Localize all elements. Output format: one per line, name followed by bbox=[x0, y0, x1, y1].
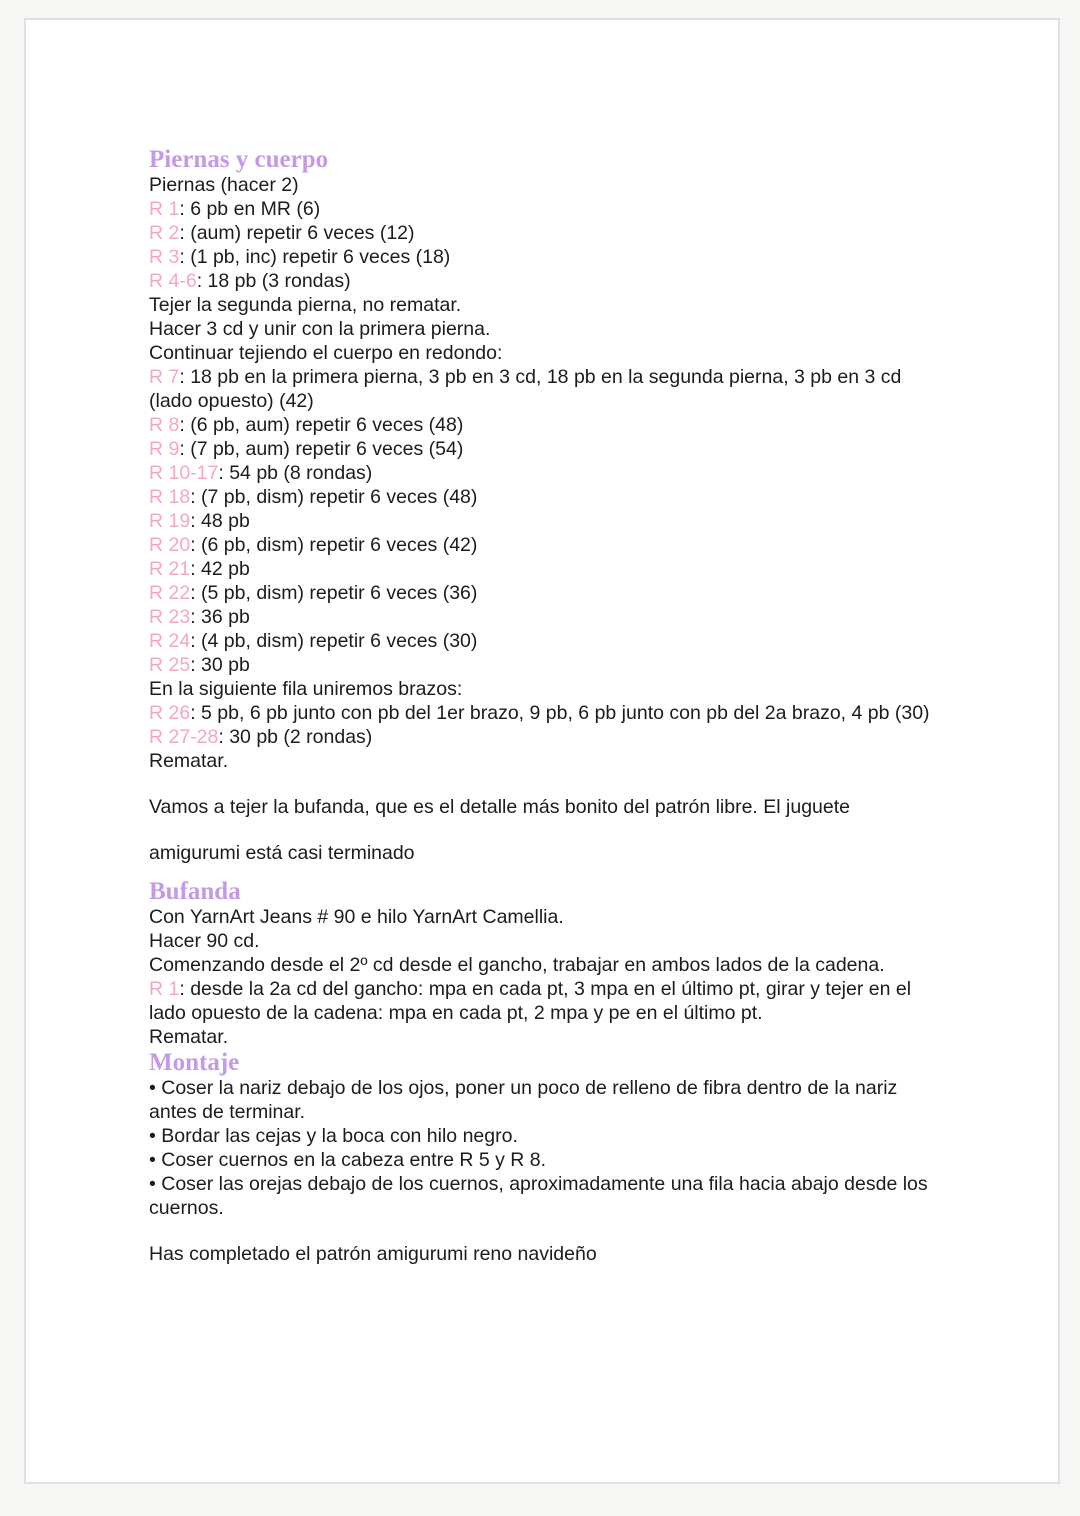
assembly-heading: Montaje bbox=[149, 1049, 240, 1076]
row-text: : 6 pb en MR (6) bbox=[179, 198, 321, 220]
note-line: En la siguiente fila uniremos brazos: bbox=[149, 678, 463, 700]
row-instruction bbox=[149, 977, 949, 1025]
row-label: R 2 bbox=[149, 222, 180, 244]
row-text: : 54 pb (8 rondas) bbox=[218, 462, 373, 484]
row-label: R 23 bbox=[149, 606, 191, 628]
row-label: R 3 bbox=[149, 246, 180, 268]
row-instruction bbox=[149, 221, 949, 245]
row-label: R 9 bbox=[149, 438, 180, 460]
row-instruction bbox=[149, 413, 949, 437]
row-label: R 19 bbox=[149, 510, 191, 532]
row-label: R 8 bbox=[149, 414, 180, 436]
row-text: : (aum) repetir 6 veces (12) bbox=[179, 222, 415, 244]
row-text: : 42 pb bbox=[190, 558, 250, 580]
row-label: R 1 bbox=[149, 198, 180, 220]
row-label: R 18 bbox=[149, 486, 191, 508]
note-line: Tejer la segunda pierna, no rematar. bbox=[149, 294, 462, 316]
row-instruction bbox=[149, 557, 949, 581]
row-label: R 1 bbox=[149, 978, 180, 1000]
row-label: R 20 bbox=[149, 534, 191, 556]
row-instruction bbox=[149, 725, 949, 749]
scarf-heading: Bufanda bbox=[149, 878, 241, 905]
finish-line: Rematar. bbox=[149, 750, 229, 772]
row-text: : desde la 2a cd del gancho: mpa en cada pt, 3 mpa en el último pt, girar y tejer en el lado opuesto de la cadena: mpa en cada pt, 2 mpa y pe en el último pt. bbox=[149, 978, 912, 1024]
closing-line: Has completado el patrón amigurumi reno navideño bbox=[149, 1243, 597, 1265]
row-instruction bbox=[149, 461, 949, 485]
row-text: : 5 pb, 6 pb junto con pb del 1er brazo, 9 pb, 6 pb junto con pb del 2a brazo, 4 pb (30) bbox=[190, 702, 930, 724]
assembly-bullet: • Coser las orejas debajo de los cuernos, aproximadamente una fila hacia abajo desde los cuernos. bbox=[149, 1173, 928, 1219]
row-label: R 25 bbox=[149, 654, 191, 676]
row-label: R 7 bbox=[149, 366, 180, 388]
row-instruction bbox=[149, 365, 949, 413]
assembly-bullet: • Coser la nariz debajo de los ojos, poner un poco de relleno de fibra dentro de la nariz antes de terminar. bbox=[149, 1077, 898, 1123]
row-text: : (1 pb, inc) repetir 6 veces (18) bbox=[179, 246, 451, 268]
row-instruction bbox=[149, 701, 949, 725]
assembly-bullet: • Coser cuernos en la cabeza entre R 5 y R 8. bbox=[149, 1149, 547, 1171]
row-text: : 30 pb (2 rondas) bbox=[218, 726, 373, 748]
transition-line: Vamos a tejer la bufanda, que es el detalle más bonito del patrón libre. El juguete bbox=[149, 796, 851, 818]
document-page bbox=[24, 18, 1060, 1484]
scarf-line: Con YarnArt Jeans # 90 e hilo YarnArt Camellia. bbox=[149, 906, 564, 928]
row-instruction bbox=[149, 509, 949, 533]
document-content bbox=[149, 146, 949, 1266]
row-text: : 18 pb en la primera pierna, 3 pb en 3 cd, 18 pb en la segunda pierna, 3 pb en 3 cd (lado opuesto) (42) bbox=[149, 366, 902, 412]
row-instruction bbox=[149, 245, 949, 269]
row-instruction bbox=[149, 581, 949, 605]
row-text: : (6 pb, dism) repetir 6 veces (42) bbox=[190, 534, 478, 556]
row-text: : (6 pb, aum) repetir 6 veces (48) bbox=[179, 414, 464, 436]
note-line: Continuar tejiendo el cuerpo en redondo: bbox=[149, 342, 503, 364]
row-text: : 36 pb bbox=[190, 606, 250, 628]
row-label: R 27-28 bbox=[149, 726, 219, 748]
row-label: R 10-17 bbox=[149, 462, 219, 484]
row-label: R 22 bbox=[149, 582, 191, 604]
row-text: : 18 pb (3 rondas) bbox=[196, 270, 351, 292]
row-label: R 21 bbox=[149, 558, 191, 580]
row-instruction bbox=[149, 605, 949, 629]
row-instruction bbox=[149, 437, 949, 461]
row-instruction bbox=[149, 629, 949, 653]
row-text: : (7 pb, aum) repetir 6 veces (54) bbox=[179, 438, 464, 460]
row-text: : (7 pb, dism) repetir 6 veces (48) bbox=[190, 486, 478, 508]
row-text: : (5 pb, dism) repetir 6 veces (36) bbox=[190, 582, 478, 604]
row-instruction bbox=[149, 269, 949, 293]
scarf-line: Comenzando desde el 2º cd desde el gancho, trabajar en ambos lados de la cadena. bbox=[149, 954, 885, 976]
row-text: : (4 pb, dism) repetir 6 veces (30) bbox=[190, 630, 478, 652]
note-line: Hacer 3 cd y unir con la primera pierna. bbox=[149, 318, 491, 340]
finish-line: Rematar. bbox=[149, 1026, 229, 1048]
row-instruction bbox=[149, 653, 949, 677]
scarf-line: Hacer 90 cd. bbox=[149, 930, 260, 952]
legs-intro: Piernas (hacer 2) bbox=[149, 174, 299, 196]
row-text: : 30 pb bbox=[190, 654, 250, 676]
row-text: : 48 pb bbox=[190, 510, 250, 532]
transition-line: amigurumi está casi terminado bbox=[149, 842, 415, 864]
row-instruction bbox=[149, 197, 949, 221]
legs-body-heading: Piernas y cuerpo bbox=[149, 146, 329, 173]
row-instruction bbox=[149, 533, 949, 557]
row-label: R 4-6 bbox=[149, 270, 197, 292]
row-label: R 24 bbox=[149, 630, 191, 652]
row-instruction bbox=[149, 485, 949, 509]
assembly-bullet: • Bordar las cejas y la boca con hilo negro. bbox=[149, 1125, 518, 1147]
row-label: R 26 bbox=[149, 702, 191, 724]
